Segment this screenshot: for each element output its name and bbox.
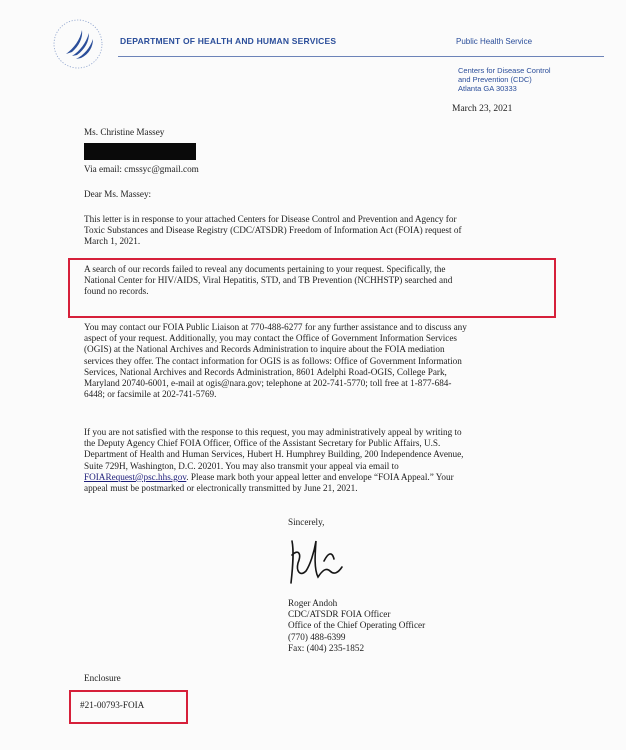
text-line: Services, National Archives and Records Administration, 8601 Adelphi Road-OGIS, College Park, [84, 366, 447, 377]
office-line-2: and Prevention (CDC) [458, 75, 532, 84]
enclosure-label: Enclosure [84, 673, 121, 683]
office-line-1: Centers for Disease Control [458, 66, 551, 75]
redaction-bar [84, 143, 196, 160]
signature-block [288, 598, 538, 654]
foia-request-email-link[interactable]: FOIARequest@psc.hhs.gov [84, 471, 187, 482]
signature-icon [284, 531, 362, 593]
text-line: Department of Health and Human Services, Hubert H. Humphrey Building, 200 Independence Avenue, [84, 449, 464, 460]
text-line: National Center for HIV/AIDS, Viral Hepatitis, STD, and TB Prevention (NCHHSTP) searched and [84, 275, 453, 286]
hhs-eagle-logo-icon [52, 18, 104, 70]
text-line: 6448; or facsimile at 202-741-5769. [84, 389, 217, 400]
signer-title: CDC/ATSDR FOIA Officer [288, 609, 391, 620]
text-fragment: . Please mark both your appeal letter and envelope “FOIA Appeal.” Your [186, 471, 454, 482]
recipient-email: Via email: cmssyc@gmail.com [84, 164, 199, 174]
salutation: Dear Ms. Massey: [84, 189, 152, 199]
office-line-3: Atlanta GA 30333 [458, 84, 517, 93]
text-line: services they offer. The contact information for OGIS is as follows: Office of Government Information [84, 355, 462, 366]
paragraph-contact [84, 322, 564, 400]
text-line: Toxic Substances and Disease Registry (CDC/ATSDR) Freedom of Information Act (FOIA) request of [84, 225, 462, 236]
text-line: This letter is in response to your attached Centers for Disease Control and Prevention and Agency for [84, 214, 457, 224]
letterhead-divider [118, 56, 604, 57]
text-line: aspect of your request. Additionally, you may contact the Office of Government Information Services [84, 333, 458, 344]
recipient-name: Ms. Christine Massey [84, 127, 165, 137]
signer-fax: Fax: (404) 235-1852 [288, 642, 365, 653]
text-line [84, 472, 564, 483]
letter-date: March 23, 2021 [452, 104, 513, 114]
signer-name: Roger Andoh [288, 598, 338, 608]
text-line: the Deputy Agency Chief FOIA Officer, Office of the Assistant Secretary for Public Affairs, U.S. [84, 438, 441, 449]
text-line: Suite 729H, Washington, D.C. 20201. You may also transmit your appeal via email to [84, 460, 399, 471]
text-line: found no records. [84, 286, 149, 297]
text-line: (OGIS) at the National Archives and Records Administration to inquire about the FOIA mediation [84, 344, 445, 355]
text-line: If you are not satisfied with the response to this request, you may administratively appeal by writing to [84, 427, 462, 437]
text-line: Maryland 20740-6001, e-mail at ogis@nara.gov; telephone at 202-741-5770; toll free at 1-877-684- [84, 378, 452, 389]
office-address [458, 66, 551, 93]
reference-number: #21-00793-FOIA [80, 700, 145, 710]
signer-phone: (770) 488-6399 [288, 631, 346, 642]
service-name: Public Health Service [456, 37, 533, 46]
paragraph-appeal [84, 427, 564, 494]
department-name: DEPARTMENT OF HEALTH AND HUMAN SERVICES [120, 36, 337, 46]
paragraph-response [84, 214, 564, 248]
text-line: You may contact our FOIA Public Liaison at 770-488-6277 for any further assistance and to discuss any [84, 322, 467, 332]
text-line: A search of our records failed to reveal any documents pertaining to your request. Specifically, the [84, 264, 446, 274]
closing-sincerely: Sincerely, [288, 517, 325, 527]
text-line: March 1, 2021. [84, 236, 141, 247]
paragraph-search-result [84, 264, 564, 298]
signer-office: Office of the Chief Operating Officer [288, 620, 426, 631]
text-line: appeal must be postmarked or electronically transmitted by June 21, 2021. [84, 483, 358, 494]
